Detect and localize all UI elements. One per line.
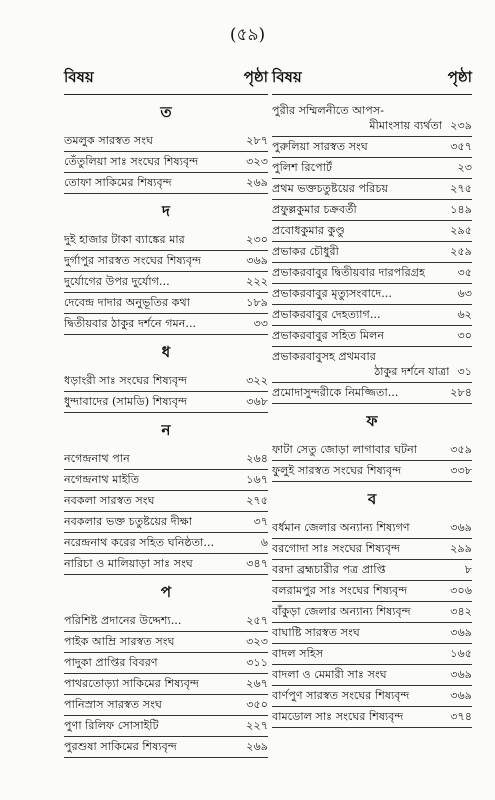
entry-page: ২৩০ — [246, 233, 268, 246]
entry-text: নরেন্দ্রনাথ করের সহিত ঘনিষ্ঠতা... — [64, 536, 215, 549]
entry-text: তেঁতুলিয়া সাঃ সংঘের শিষ্যবৃন্দ — [64, 155, 199, 168]
entry-page: ৬২ — [457, 308, 472, 321]
entry-text: বাঘাষ্টি সারস্বত সংঘ — [272, 626, 360, 639]
left-index-column — [64, 66, 268, 758]
index-entry — [64, 491, 268, 512]
subject-heading: বিষয় — [64, 68, 94, 86]
entry-text-line2: ঠাকুর দর্শনে যাত্রা — [374, 365, 450, 378]
index-entry — [64, 695, 268, 716]
entry-page: ৩৬৯ — [246, 254, 268, 267]
entry-page: ৩২৩ — [246, 155, 268, 168]
index-entry — [272, 158, 472, 179]
entry-page: ৩৬৯ — [450, 521, 472, 534]
index-entry — [64, 716, 268, 737]
entry-text: নবকলা সারস্বত সংঘ — [64, 494, 155, 507]
index-entry — [272, 518, 472, 539]
entry-page: ২৩৯ — [450, 119, 472, 132]
entry-text: পাথরতোড়্যা সাকিমের শিষ্যবৃন্দ — [64, 677, 199, 690]
index-entry — [64, 512, 268, 533]
section-letter-heading: ফ — [366, 412, 378, 430]
entry-page: ৩০ — [457, 329, 472, 342]
entry-text: দ্বিতীয়বার ঠাকুর দর্শনে গমন... — [64, 317, 197, 330]
index-entry — [64, 737, 268, 758]
index-entry — [272, 137, 472, 158]
index-entry — [64, 152, 268, 173]
entry-text: তমলুক সারস্বত সংঘ — [64, 134, 153, 147]
subject-heading: বিষয় — [272, 68, 302, 86]
entry-text: ধড়াংরী সাঃ সংঘের শিষ্যবৃন্দ — [64, 374, 188, 387]
entry-text: প্রবোধকুমার কুণ্ডু — [272, 224, 345, 237]
index-entry — [272, 581, 472, 602]
index-entry — [64, 533, 268, 554]
entry-text: তোফা সাকিমের শিষ্যবৃন্দ — [64, 176, 172, 189]
entry-page: ৩৬৯ — [450, 668, 472, 681]
entry-text: দুর্যোগের উপর দুর্যোগ... — [64, 275, 170, 288]
entry-page: ২৮৭ — [246, 134, 268, 147]
entry-text: প্রভাকরবাবুর মৃত্যুসংবাদে... — [272, 287, 392, 300]
index-entry — [272, 560, 472, 581]
right-column-header — [272, 66, 472, 95]
entry-page: ৩২৩ — [246, 635, 268, 648]
index-entry — [64, 131, 268, 152]
entry-text: পরিশিষ্ট প্রদানের উদ্দেশ্য... — [64, 614, 182, 627]
entry-text: নগেন্দ্রনাথ পান — [64, 452, 130, 465]
entry-text: প্রফুল্লকুমার চক্রবর্তী — [272, 203, 357, 216]
entry-page: ২৭৫ — [246, 494, 268, 507]
index-entry — [272, 383, 472, 404]
index-entry — [64, 272, 268, 293]
right-index-column — [272, 66, 472, 728]
index-entry — [64, 293, 268, 314]
entry-page: ১৮৯ — [246, 296, 268, 309]
index-entry — [272, 644, 472, 665]
entry-page: ২৩ — [457, 161, 472, 174]
page-heading: পৃষ্ঠা — [447, 68, 472, 86]
index-entry — [64, 653, 268, 674]
entry-text: প্রমোদাসুন্দরীকে নিমজ্জিতা... — [272, 386, 399, 399]
section-letter-heading: ন — [161, 421, 171, 439]
section-letter-heading: ব — [367, 490, 377, 508]
entry-page: ২৬৯ — [246, 176, 268, 189]
entry-page: ২৭৫ — [450, 182, 472, 195]
right-top-entries — [272, 101, 472, 404]
entry-text: পুরুলিয়া সারস্বত সংঘ — [272, 140, 368, 153]
index-entry — [272, 686, 472, 707]
entry-page: ৬ — [260, 536, 268, 549]
entry-page: ২৯৯ — [450, 542, 472, 555]
index-entry — [272, 242, 472, 263]
entry-page: ৩৩ — [253, 317, 268, 330]
entry-page: ২৫৯ — [450, 245, 472, 258]
entry-page: ২২৭ — [246, 719, 268, 732]
entry-page: ৩৬৯ — [450, 626, 472, 639]
entry-text: প্রভাকর চৌধুরী — [272, 245, 339, 258]
entry-text: দুই হাজার টাকা ব্যাঙ্কের মার — [64, 233, 185, 246]
entry-page: ৩৪২ — [450, 605, 472, 618]
page-heading: পৃষ্ঠা — [243, 68, 268, 86]
entry-text: বামডোল সাঃ সংঘের শিষ্যবৃন্দ — [272, 710, 404, 723]
index-entry — [272, 623, 472, 644]
entry-text: বাদলা ও মেমারী সাঃ সংঘ — [272, 668, 387, 681]
entry-page: ৩৫০ — [246, 698, 268, 711]
index-entry — [272, 539, 472, 560]
entry-text: পুরশুষা সাকিমের শিষ্যবৃন্দ — [64, 740, 177, 753]
entry-text-line1: প্রভাকরবাবুসহ প্রথমবার — [272, 350, 376, 363]
entry-line2 — [272, 364, 472, 379]
entry-text-line1: পুরীর সম্মিলনীতে আপস- — [272, 104, 385, 117]
left-sections — [64, 101, 268, 758]
index-entry — [64, 470, 268, 491]
entry-page: ১৬৭ — [246, 473, 268, 486]
entry-page: ২২২ — [246, 275, 268, 288]
entry-text: পাদুকা প্রাপ্তির বিবরণ — [64, 656, 158, 669]
entry-page: ৬৩ — [457, 287, 472, 300]
entry-page: ৩২২ — [246, 374, 268, 387]
index-entry — [272, 707, 472, 728]
entry-text-line2: মীমাংসায় ব্যর্থতা — [369, 119, 443, 132]
entry-text: বার্ণপুণ সারস্বত সংঘের শিষ্যবৃন্দ — [272, 689, 410, 702]
index-entry — [272, 440, 472, 461]
entry-text: দুর্গাপুর সারস্বত সংঘের শিষ্যবৃন্দ — [64, 254, 202, 267]
entry-text: বর্ধমান জেলার অন্যান্য শিষ্যগণ — [272, 521, 410, 534]
page-number: (৫৯) — [229, 25, 266, 45]
index-entry — [64, 173, 268, 194]
entry-text: প্রথম ভক্তচতুষ্টয়ের পরিচয় — [272, 182, 389, 195]
entry-page: ৩৩৮ — [450, 464, 472, 477]
entry-text: পাইক আম্রি সারস্বত সংঘ — [64, 635, 175, 648]
right-sections — [272, 410, 472, 728]
entry-text: ফুলুই সারস্বত সংঘের শিষ্যবৃন্দ — [272, 464, 402, 477]
entry-text: প্রভাকরবাবুর সহিত মিলন — [272, 329, 385, 342]
entry-page: ৩৫ — [457, 266, 472, 279]
entry-text: নারিচা ও মালিয়াড়া সাঃ সংঘ — [64, 557, 193, 570]
entry-text: নবকলার ভক্ত চতুষ্টয়ের দীক্ষা — [64, 515, 193, 528]
entry-page: ৩০৬ — [450, 584, 472, 597]
index-entry — [272, 200, 472, 221]
entry-page: ৩৭ — [253, 515, 268, 528]
entry-page: ৩১ — [457, 365, 472, 378]
entry-line2 — [272, 118, 472, 133]
index-entry — [272, 263, 472, 284]
section-letter-heading: ত — [160, 103, 172, 121]
entry-page: ৩৫৯ — [450, 443, 472, 456]
index-entry — [64, 230, 268, 251]
entry-text: বাদল সহিস — [272, 647, 324, 660]
index-entry — [272, 284, 472, 305]
entry-page: ২৬৯ — [246, 740, 268, 753]
entry-text: বরগোদা সাঃ সংঘের শিষ্যবৃন্দ — [272, 542, 401, 555]
entry-text: ধুন্দাবাদের (সামডি) শিষ্যবৃন্দ — [64, 395, 188, 408]
entry-page: ৩১১ — [246, 656, 268, 669]
section-letter-heading: প — [160, 583, 172, 601]
entry-page: ৮ — [464, 563, 472, 576]
entry-text: নগেন্দ্রনাথ মাইতি — [64, 473, 140, 486]
index-entry — [272, 665, 472, 686]
entry-page: ১৪৯ — [450, 203, 472, 216]
entry-text: দেবেন্দ্র দাদার অনুভূতির কথা — [64, 296, 191, 309]
entry-text: পুলিশ রিপোর্ট — [272, 161, 333, 174]
section-letter-heading: ধ — [161, 343, 171, 361]
index-entry — [272, 221, 472, 242]
entry-text: পুণা রিলিফ সোসাইটি — [64, 719, 159, 732]
index-entry — [64, 449, 268, 470]
entry-page: ৩৬৯ — [450, 689, 472, 702]
entry-page: ১৬৫ — [450, 647, 472, 660]
entry-page: ৩৫৭ — [450, 140, 472, 153]
index-entry — [272, 326, 472, 347]
index-entry — [64, 392, 268, 413]
index-entry — [64, 632, 268, 653]
entry-page: ২৯৫ — [450, 224, 472, 237]
index-entry — [272, 347, 472, 383]
entry-text: বলরামপুর সাঃ সংঘের শিষ্যবৃন্দ — [272, 584, 408, 597]
index-entry — [64, 554, 268, 575]
entry-page: ২৮৪ — [450, 386, 472, 399]
entry-page: ৩৭৪ — [450, 710, 472, 723]
entry-text: প্রভাকরবাবুর দেহত্যাগ... — [272, 308, 381, 321]
entry-page: ২৬৭ — [246, 677, 268, 690]
entry-page: ৩৬৮ — [246, 395, 268, 408]
index-entry — [272, 179, 472, 200]
left-column-header — [64, 66, 268, 95]
entry-text: বাঁকুড়া জেলার অন্যান্য শিষ্যবৃন্দ — [272, 605, 411, 618]
entry-page: ২৫৭ — [246, 614, 268, 627]
index-entry — [272, 305, 472, 326]
entry-page: ৩৪৭ — [246, 557, 268, 570]
index-entry — [64, 611, 268, 632]
section-letter-heading: দ — [162, 202, 170, 220]
index-entry — [272, 602, 472, 623]
entry-text: প্রভাকরবাবুর দ্বিতীয়বার দারপরিগ্রহ — [272, 266, 426, 279]
index-entry — [272, 101, 472, 137]
entry-page: ২৬৪ — [246, 452, 268, 465]
index-entry — [64, 251, 268, 272]
index-entry — [64, 314, 268, 335]
index-entry — [64, 674, 268, 695]
index-entry — [64, 371, 268, 392]
entry-text: পানিস্রাস সারস্বত সংঘ — [64, 698, 162, 711]
entry-text: ফাটা সেতু জোড়া লাগাবার ঘটনা — [272, 443, 418, 456]
entry-text: বরদা ব্রহ্মচারীর পত্র প্রাপ্তি — [272, 563, 386, 576]
index-entry — [272, 461, 472, 482]
